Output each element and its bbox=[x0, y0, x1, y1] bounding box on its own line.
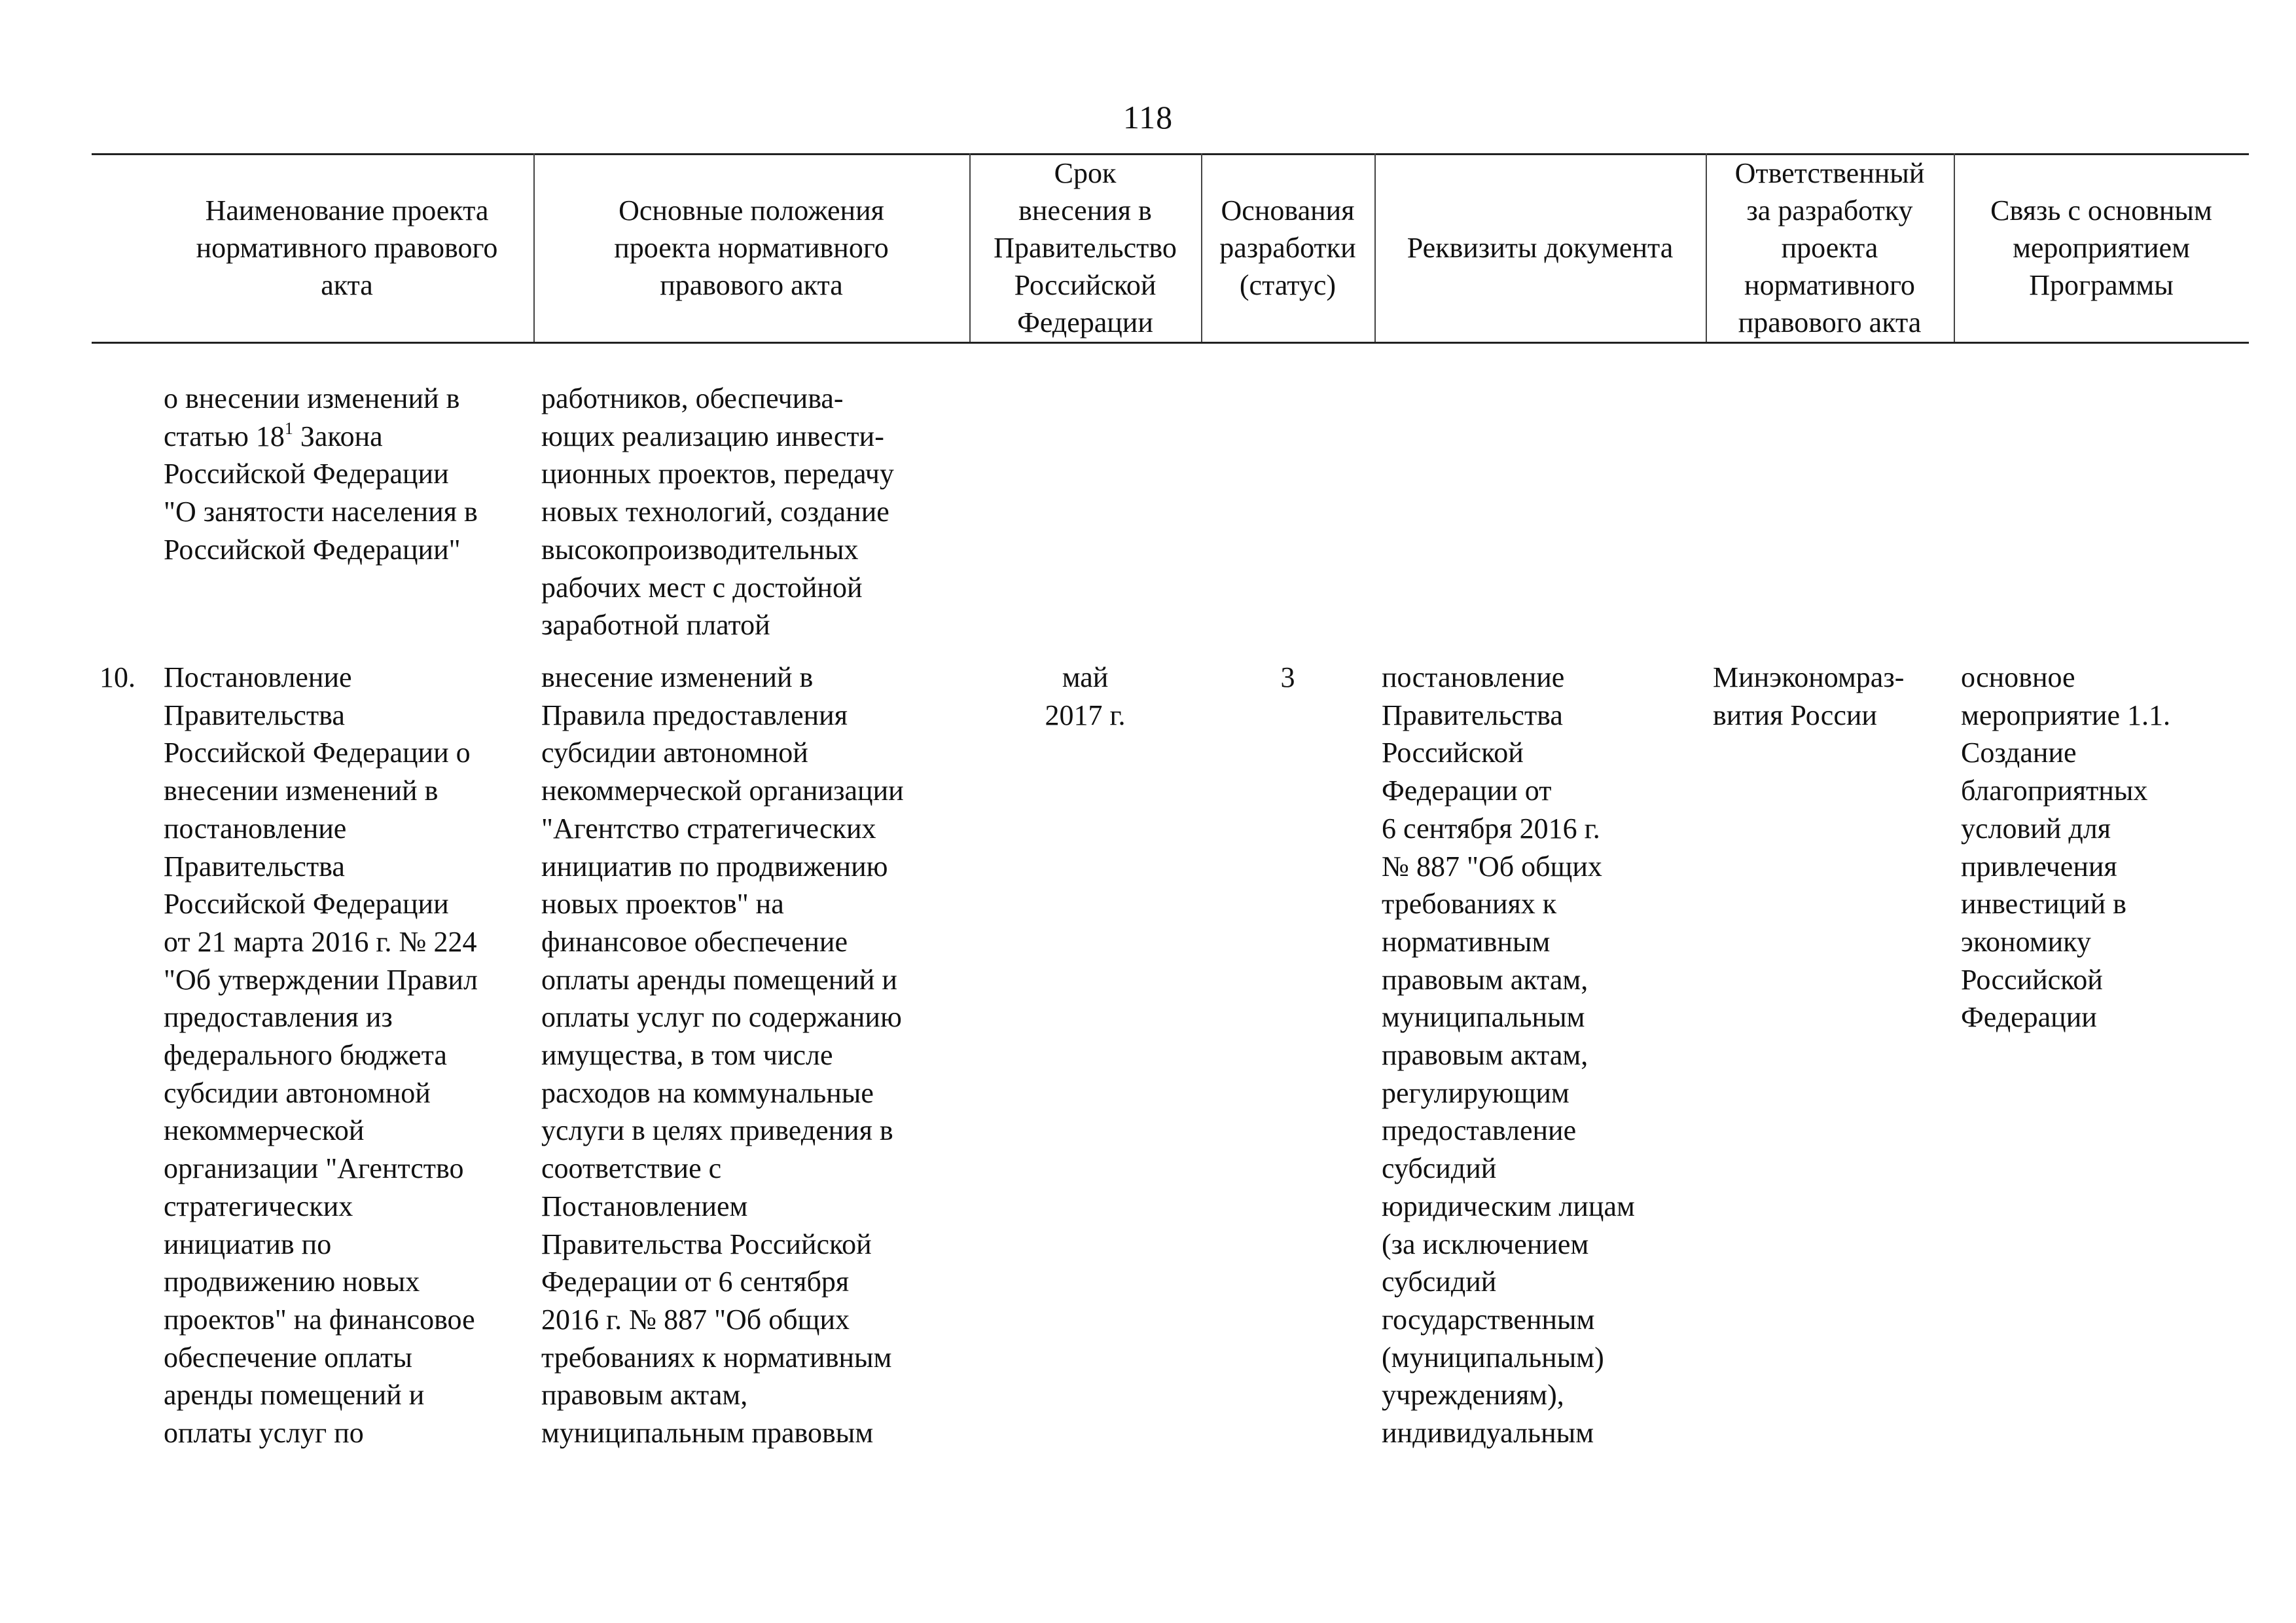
cell-provisions: работников, обеспечива- ющих реализацию инвести- ционных проектов, передачу новых технологий, создание высокопроизводительных рабочих мест с достойной заработной платой bbox=[541, 382, 894, 642]
header-details: Реквизиты документа bbox=[1407, 231, 1674, 264]
cell-deadline: май 2017 г. bbox=[1045, 661, 1126, 731]
cell-name: о внесении изменений в статью $18^1$ Закона Российской Федерации "О занятости населения в Российской Федерации" bbox=[164, 382, 478, 566]
header-name: Наименование проекта нормативного правового акта bbox=[196, 194, 498, 301]
cell-program-link: основное мероприятие 1.1. Создание благоприятных условий для привлечения инвестиций в экономику Российской Федерации bbox=[1961, 661, 2171, 1034]
row-number: 10. bbox=[99, 661, 135, 693]
cell-details: постановление Правительства Российской Федерации от 6 сентября 2016 г. № 887 "Об общих требованиях к нормативным правовым актам, муниципальным правовым актам, регулирующим предоставление субсидий юридическим лицам (за исключением субсидий государственным (муниципальным) учреждениям), индивидуальным bbox=[1382, 661, 1635, 1450]
cell-basis: 3 bbox=[1280, 661, 1295, 693]
header-basis: Основания разработки (статус) bbox=[1219, 194, 1356, 301]
header-responsible: Ответственный за разработку проекта нормативного правового акта bbox=[1734, 156, 1925, 338]
cell-provisions: внесение изменений в Правила предоставления субсидии автономной некоммерческой организации "Агентство стратегических инициатив по продвижению новых проектов" на финансовое обеспечение оплаты аренды помещений и оплаты услуг по содержанию имущества, в том числе расходов на коммунальные услуги в целях приведения в соответствие с Постановлением Правительства Российской Федерации от 6 сентября 2016 г. № 887 "Об общих требованиях к нормативным правовым актам, муниципальным правовым bbox=[541, 661, 904, 1450]
cell-name: Постановление Правительства Российской Федерации о внесении изменений в постановление Правительства Российской Федерации от 21 марта 2016 г. № 224 "Об утверждении Правил предоставления из федерального бюджета субсидии автономной некоммерческой организации "Агентство стратегических инициатив по продвижению новых проектов" на финансовое обеспечение оплаты аренды помещений и оплаты услуг по bbox=[164, 661, 478, 1450]
page-number: 118 bbox=[1122, 99, 1174, 136]
table-header-rule bbox=[92, 342, 2249, 344]
cell-responsible: Минэкономраз- вития России bbox=[1713, 661, 1905, 731]
header-provisions: Основные положения проекта нормативного правового акта bbox=[614, 194, 889, 301]
header-program-link: Связь с основным мероприятием Программы bbox=[1990, 194, 2212, 301]
header-deadline: Срок внесения в Правительство Российской Федерации bbox=[994, 156, 1177, 338]
